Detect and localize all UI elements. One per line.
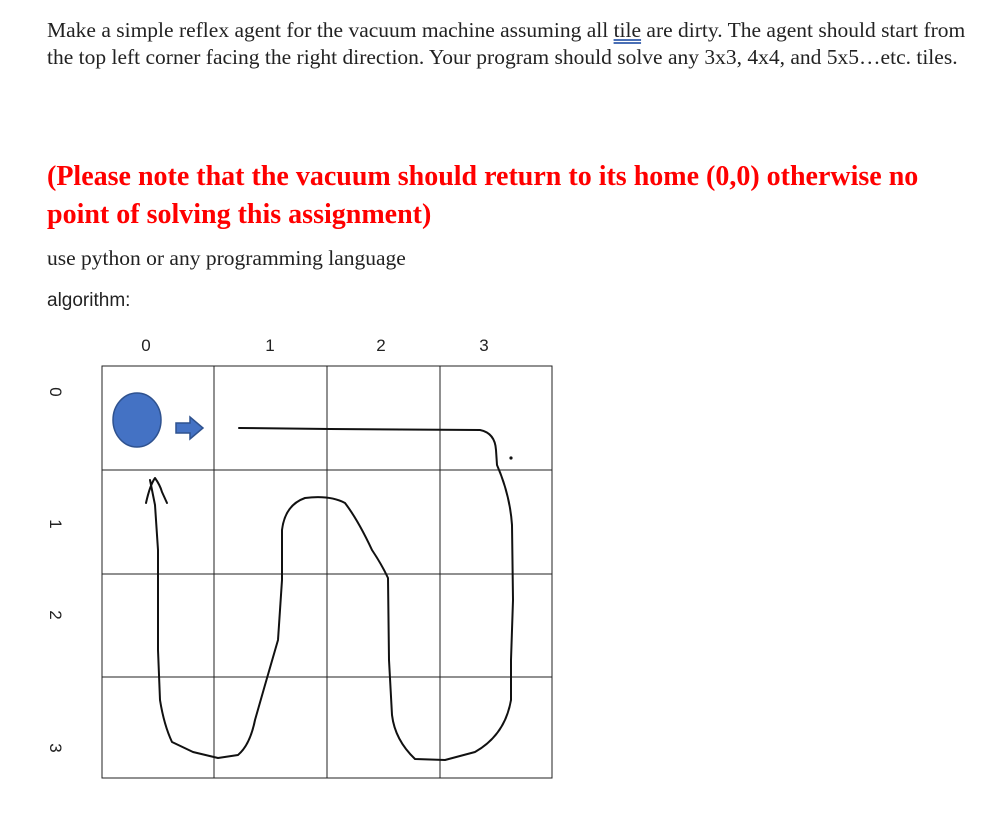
column-label-2: 2 <box>376 336 386 355</box>
problem-text-part-2: are dirty. The agent should start from the top left corner facing the right direction. Your program should solve any 3x3, 4x4, and 5x5…etc. tiles. <box>47 18 966 69</box>
arrow-right-icon <box>176 417 203 439</box>
return-home-note: (Please note that the vacuum should return to its home (0,0) otherwise no point of solving this assignment) <box>47 161 919 230</box>
row-label-3: 3 <box>46 743 65 753</box>
algorithm-label: algorithm: <box>47 290 131 311</box>
hand-drawn-path <box>150 428 513 760</box>
row-label-0: 0 <box>46 387 65 397</box>
hand-drawn-arrowhead <box>146 478 167 503</box>
tile-word: tile <box>613 18 642 42</box>
column-label-1: 1 <box>265 336 275 355</box>
row-label-1: 1 <box>46 519 65 529</box>
row-label-2: 2 <box>46 610 65 620</box>
grid-lines <box>102 366 552 778</box>
hand-drawn-dot <box>509 456 512 459</box>
language-instruction: use python or any programming language <box>47 246 406 270</box>
vacuum-agent-circle <box>113 393 161 447</box>
problem-text-part-1: Make a simple reflex agent for the vacuum machine assuming all <box>47 18 614 42</box>
column-label-3: 3 <box>479 336 489 355</box>
column-label-0: 0 <box>141 336 151 355</box>
